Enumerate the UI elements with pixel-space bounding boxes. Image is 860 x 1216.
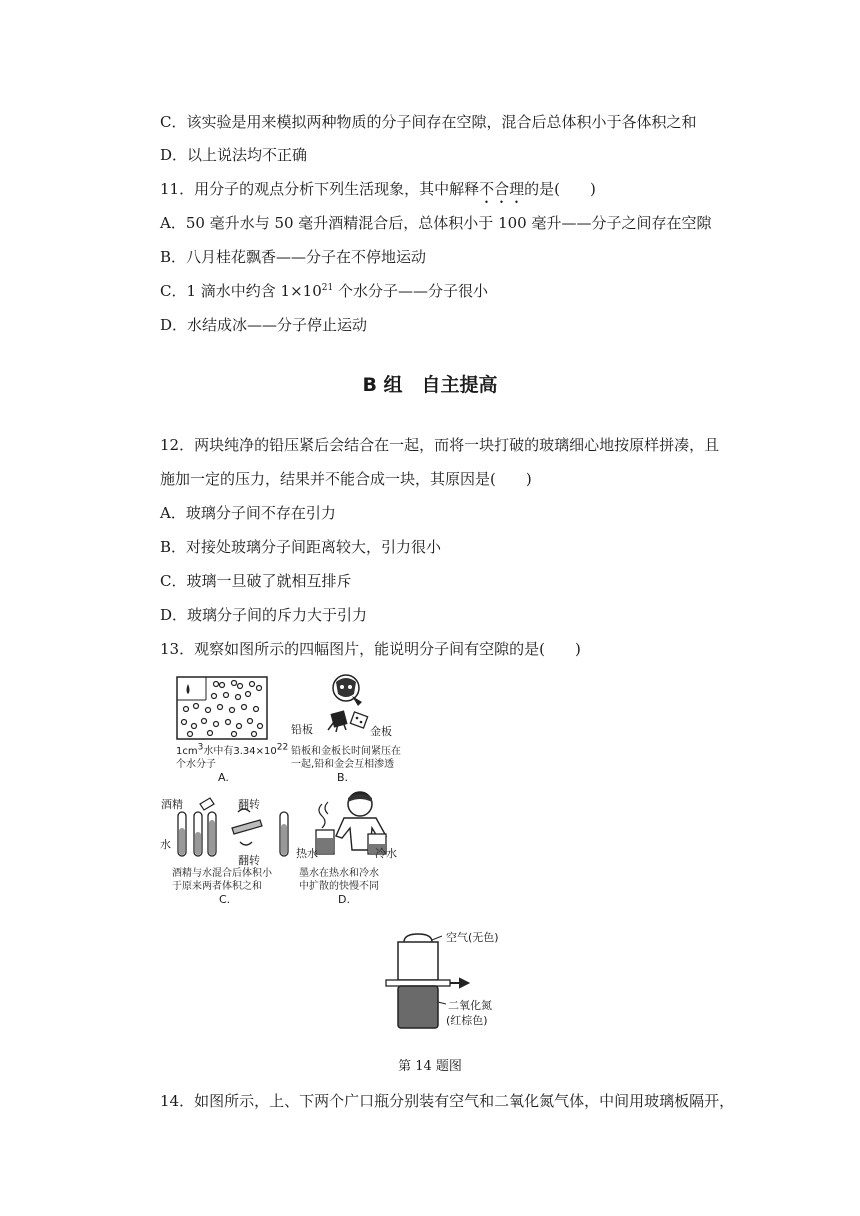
question-11-stem xyxy=(160,179,596,207)
label-lead-plate: 铅板 xyxy=(291,723,313,736)
question-11-option-a: A．50 毫升水与 50 毫升酒精混合后，总体积小于 100 毫升——分子之间存在空隙 xyxy=(160,214,712,232)
section-heading: B 组 自主提高 xyxy=(362,374,498,396)
figure-b-caption-line1: 铅板和金板长时间紧压在 xyxy=(291,746,401,757)
question-12-option-d: D．玻璃分子间的斥力大于引力 xyxy=(160,606,368,624)
label-no2-line1: 二氧化氮 xyxy=(448,999,492,1012)
label-flip-top: 翻转 xyxy=(238,798,260,811)
q11-suffix: 的是( ) xyxy=(524,180,596,198)
question-11-option-b: B．八月桂花飘香——分子在不停地运动 xyxy=(160,248,427,266)
q11-prefix: 11．用分子的观点分析下列生活现象，其中解释 xyxy=(160,180,480,198)
q11-emphasis: 不合理 xyxy=(479,180,525,198)
option-d-previous: D．以上说法均不正确 xyxy=(160,146,308,164)
q11-c-post: 个水分子——分子很小 xyxy=(333,282,488,300)
figure-c-caption-line1: 酒精与水混合后体积小 xyxy=(172,868,272,879)
question-12-stem: 12．两块纯净的铅压紧后会结合在一起，而将一块打破的玻璃细心地按原样拼凑，且施加一定的压力，结果并不能合成一块，其原因是( ) xyxy=(160,436,720,488)
figure-c-caption-line2: 于原来两者体积之和 xyxy=(172,881,262,892)
q11-c-pre: C．1 滴水中约含 1×10 xyxy=(160,282,322,300)
label-air-colorless: 空气(无色) xyxy=(446,931,499,944)
label-hot-water: 热水 xyxy=(296,847,318,860)
figure-a-letter: A. xyxy=(218,771,229,784)
label-gold-plate: 金板 xyxy=(370,725,392,738)
question-11-option-c xyxy=(160,281,488,301)
label-alcohol: 酒精 xyxy=(161,798,183,811)
figure-a-caption-line2: 个水分子 xyxy=(176,759,216,770)
figure-a-molecules xyxy=(176,676,268,740)
question-14-stem: 14．如图所示，上、下两个广口瓶分别装有空气和二氧化氮气体，中间用玻璃板隔开， xyxy=(160,1092,735,1110)
figure-14-caption: 第 14 题图 xyxy=(398,1059,462,1074)
figure-c-letter: C. xyxy=(219,893,231,906)
figure-c-test-tubes xyxy=(170,792,296,862)
label-cold-water: 冷水 xyxy=(375,847,397,860)
figure-d-caption-line2: 中扩散的快慢不同 xyxy=(299,881,379,892)
question-11-option-d: D．水结成冰——分子停止运动 xyxy=(160,316,368,334)
question-12-option-c: C．玻璃一旦破了就相互排斥 xyxy=(160,572,352,590)
option-c-previous: C．该实验是用来模拟两种物质的分子间存在空隙，混合后总体积小于各体积之和 xyxy=(160,113,697,131)
figure-d-letter: D. xyxy=(338,893,350,906)
question-13-stem: 13．观察如图所示的四幅图片，能说明分子间有空隙的是( ) xyxy=(160,640,581,658)
figure-14-gas-jars xyxy=(380,930,510,1032)
label-flip-bottom: 翻转 xyxy=(238,854,260,867)
question-12-option-a: A．玻璃分子间不存在引力 xyxy=(160,504,336,522)
q11-c-sup: 21 xyxy=(321,283,334,293)
label-no2-line2: (红棕色) xyxy=(446,1014,488,1027)
question-12-option-b: B．对接处玻璃分子间距离较大，引力很小 xyxy=(160,538,442,556)
figure-b-letter: B. xyxy=(337,771,349,784)
figure-a-caption-line1: $1cm^3$水中有$3.34\times 10^{22}$ xyxy=(176,742,289,757)
figure-b-caption-line2: 一起,铅和金会互相渗透 xyxy=(291,759,395,770)
label-water: 水 xyxy=(160,838,171,851)
figure-d-caption-line1: 墨水在热水和冷水 xyxy=(299,868,379,879)
